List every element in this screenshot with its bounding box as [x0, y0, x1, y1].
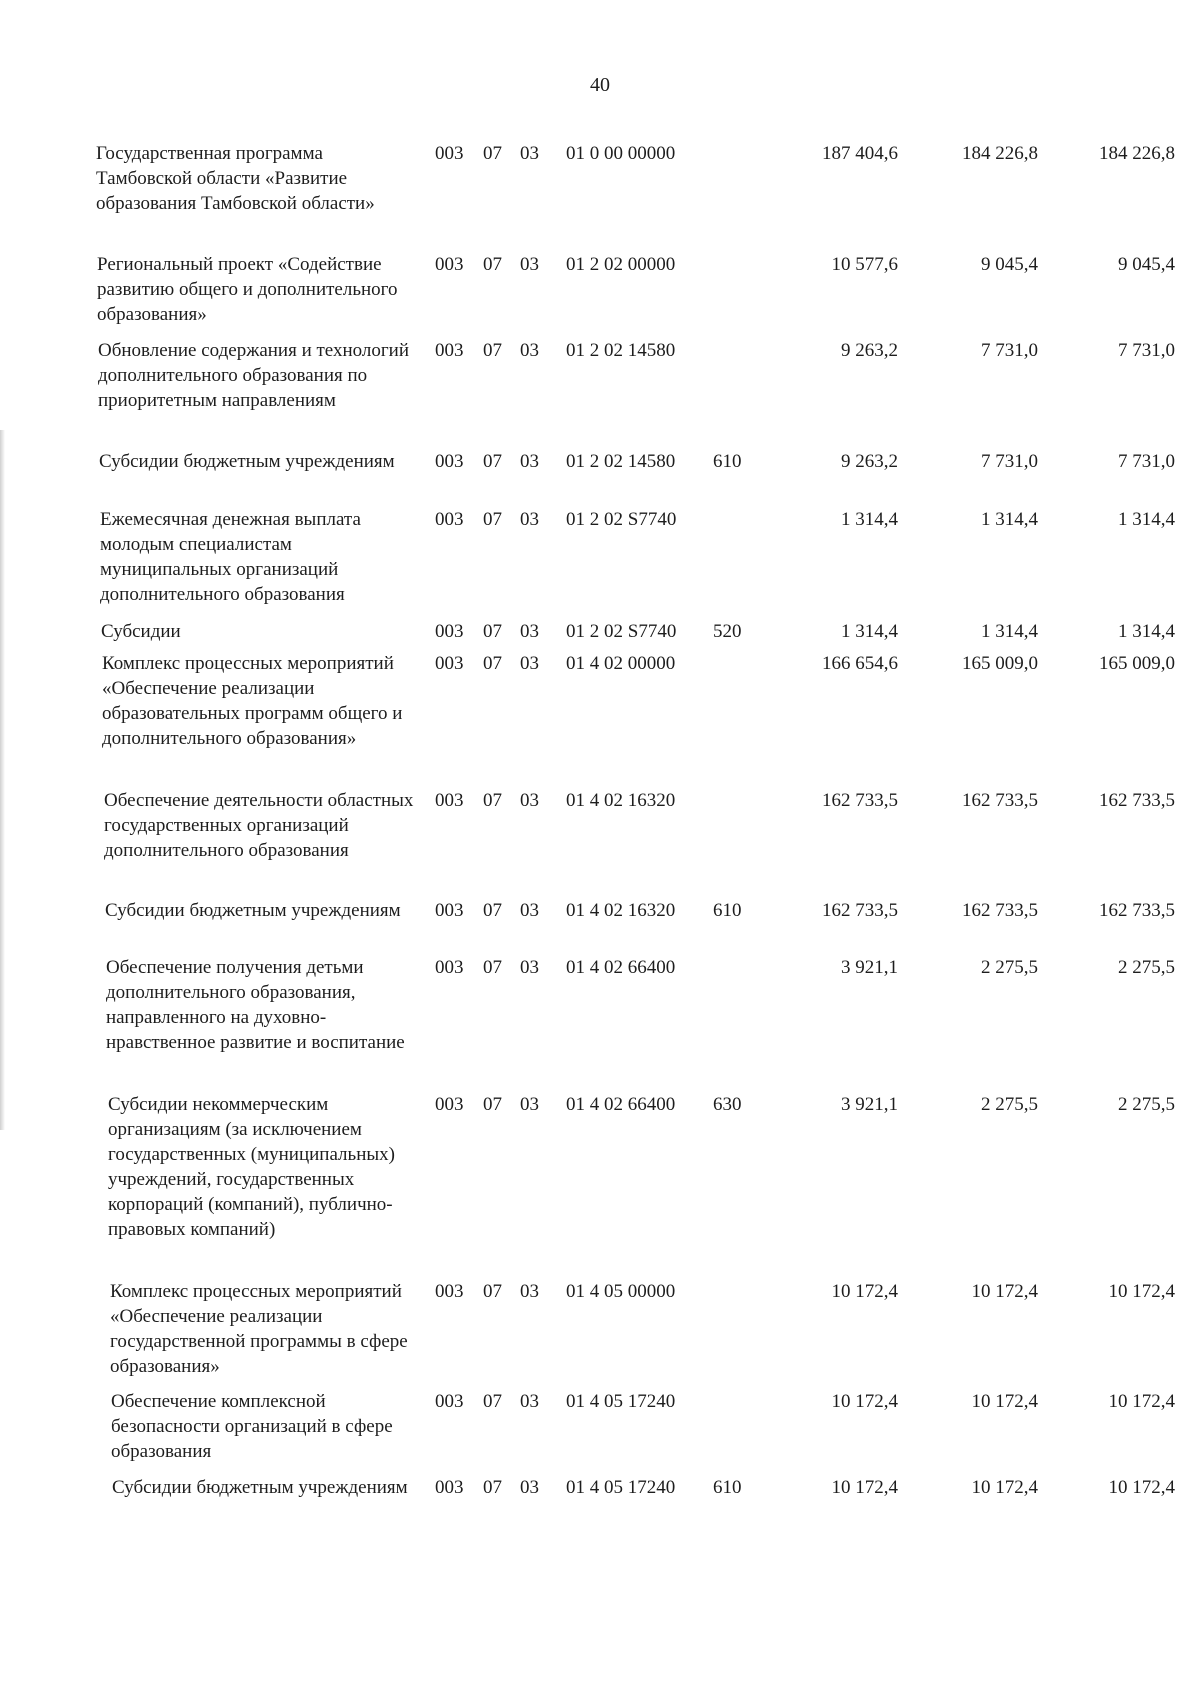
amount-2027: 2 275,5	[1118, 1094, 1175, 1115]
amount-2026: 2 275,5	[981, 1094, 1038, 1115]
amount-2026: 1 314,4	[981, 621, 1038, 642]
amount-2026: 7 731,0	[981, 451, 1038, 472]
amount-2027: 7 731,0	[1118, 451, 1175, 472]
row-name: Обеспечение деятельности областных государственных организаций дополнительного образования	[104, 790, 414, 861]
admin-code: 003	[435, 957, 464, 978]
section-code: 07	[483, 1281, 502, 1302]
subsection-code: 03	[520, 143, 539, 164]
amount-2027: 2 275,5	[1118, 957, 1175, 978]
subsection-code: 03	[520, 1094, 539, 1115]
expense-type-code: 610	[713, 451, 742, 472]
subsection-code: 03	[520, 900, 539, 921]
amount-2026: 9 045,4	[981, 254, 1038, 275]
row-name: Субсидии бюджетным учреждениям	[99, 451, 395, 472]
row-name: Обновление содержания и технологий дополнительного образования по приоритетным направлениям	[98, 340, 410, 411]
amount-2027: 9 045,4	[1118, 254, 1175, 275]
row-name: Обеспечение комплексной безопасности организаций в сфере образования	[111, 1391, 393, 1462]
target-article-code: 01 4 02 16320	[566, 790, 676, 811]
admin-code: 003	[435, 621, 464, 642]
amount-2026: 10 172,4	[971, 1477, 1038, 1498]
amount-2025: 10 172,4	[831, 1477, 898, 1498]
row-name: Комплекс процессных мероприятий «Обеспечение реализации образовательных программ общего и дополнительного образования»	[102, 653, 403, 749]
amount-2027: 162 733,5	[1099, 900, 1175, 921]
target-article-code: 01 2 02 00000	[566, 254, 676, 275]
row-name: Ежемесячная денежная выплата молодым специалистам муниципальных организаций дополнительного образования	[100, 509, 361, 605]
admin-code: 003	[435, 451, 464, 472]
section-code: 07	[483, 340, 502, 361]
amount-2027: 162 733,5	[1099, 790, 1175, 811]
subsection-code: 03	[520, 653, 539, 674]
expense-type-code: 520	[713, 621, 742, 642]
section-code: 07	[483, 900, 502, 921]
row-name: Государственная программа Тамбовской области «Развитие образования Тамбовской области»	[96, 143, 375, 214]
subsection-code: 03	[520, 451, 539, 472]
amount-2027: 7 731,0	[1118, 340, 1175, 361]
amount-2025: 1 314,4	[841, 509, 898, 530]
amount-2027: 1 314,4	[1118, 621, 1175, 642]
amount-2027: 10 172,4	[1108, 1477, 1175, 1498]
admin-code: 003	[435, 143, 464, 164]
amount-2027: 165 009,0	[1099, 653, 1175, 674]
subsection-code: 03	[520, 957, 539, 978]
section-code: 07	[483, 957, 502, 978]
amount-2026: 162 733,5	[962, 790, 1038, 811]
amount-2026: 10 172,4	[971, 1391, 1038, 1412]
amount-2027: 10 172,4	[1108, 1281, 1175, 1302]
section-code: 07	[483, 1391, 502, 1412]
row-name: Региональный проект «Содействие развитию общего и дополнительного образования»	[97, 254, 398, 325]
admin-code: 003	[435, 509, 464, 530]
amount-2025: 10 172,4	[831, 1391, 898, 1412]
admin-code: 003	[435, 254, 464, 275]
subsection-code: 03	[520, 1281, 539, 1302]
row-name: Субсидии	[101, 621, 181, 642]
admin-code: 003	[435, 790, 464, 811]
target-article-code: 01 4 02 66400	[566, 957, 676, 978]
admin-code: 003	[435, 1391, 464, 1412]
amount-2025: 162 733,5	[822, 790, 898, 811]
amount-2025: 187 404,6	[822, 143, 898, 164]
target-article-code: 01 4 02 00000	[566, 653, 676, 674]
target-article-code: 01 4 05 17240	[566, 1391, 676, 1412]
subsection-code: 03	[520, 254, 539, 275]
amount-2027: 1 314,4	[1118, 509, 1175, 530]
target-article-code: 01 2 02 S7740	[566, 509, 677, 530]
row-name: Обеспечение получения детьми дополнительного образования, направленного на духовно-нравственное развитие и воспитание	[106, 957, 405, 1053]
subsection-code: 03	[520, 1391, 539, 1412]
amount-2025: 166 654,6	[822, 653, 898, 674]
admin-code: 003	[435, 340, 464, 361]
admin-code: 003	[435, 1477, 464, 1498]
section-code: 07	[483, 143, 502, 164]
expense-type-code: 630	[713, 1094, 742, 1115]
amount-2025: 10 577,6	[831, 254, 898, 275]
amount-2026: 165 009,0	[962, 653, 1038, 674]
subsection-code: 03	[520, 509, 539, 530]
page-number: 40	[590, 74, 610, 96]
admin-code: 003	[435, 1281, 464, 1302]
section-code: 07	[483, 509, 502, 530]
amount-2025: 162 733,5	[822, 900, 898, 921]
row-name: Комплекс процессных мероприятий «Обеспечение реализации государственной программы в сфере образования»	[110, 1281, 408, 1377]
admin-code: 003	[435, 653, 464, 674]
section-code: 07	[483, 451, 502, 472]
subsection-code: 03	[520, 1477, 539, 1498]
admin-code: 003	[435, 1094, 464, 1115]
section-code: 07	[483, 621, 502, 642]
amount-2025: 1 314,4	[841, 621, 898, 642]
target-article-code: 01 2 02 14580	[566, 340, 676, 361]
amount-2025: 10 172,4	[831, 1281, 898, 1302]
subsection-code: 03	[520, 790, 539, 811]
scan-edge-shadow	[0, 430, 5, 1130]
target-article-code: 01 0 00 00000	[566, 143, 676, 164]
expense-type-code: 610	[713, 1477, 742, 1498]
target-article-code: 01 2 02 14580	[566, 451, 676, 472]
target-article-code: 01 4 02 66400	[566, 1094, 676, 1115]
amount-2025: 9 263,2	[841, 340, 898, 361]
amount-2026: 10 172,4	[971, 1281, 1038, 1302]
amount-2026: 162 733,5	[962, 900, 1038, 921]
target-article-code: 01 2 02 S7740	[566, 621, 677, 642]
target-article-code: 01 4 05 00000	[566, 1281, 676, 1302]
section-code: 07	[483, 1477, 502, 1498]
target-article-code: 01 4 05 17240	[566, 1477, 676, 1498]
amount-2026: 1 314,4	[981, 509, 1038, 530]
section-code: 07	[483, 254, 502, 275]
row-name: Субсидии бюджетным учреждениям	[105, 900, 401, 921]
target-article-code: 01 4 02 16320	[566, 900, 676, 921]
section-code: 07	[483, 653, 502, 674]
amount-2025: 3 921,1	[841, 1094, 898, 1115]
row-name: Субсидии некоммерческим организациям (за исключением государственных (муниципальных) учреждений, государственных корпораций (компаний), публично-правовых компаний)	[108, 1094, 395, 1240]
amount-2026: 7 731,0	[981, 340, 1038, 361]
amount-2026: 184 226,8	[962, 143, 1038, 164]
section-code: 07	[483, 1094, 502, 1115]
row-name: Субсидии бюджетным учреждениям	[112, 1477, 408, 1498]
amount-2027: 10 172,4	[1108, 1391, 1175, 1412]
admin-code: 003	[435, 900, 464, 921]
subsection-code: 03	[520, 340, 539, 361]
section-code: 07	[483, 790, 502, 811]
amount-2026: 2 275,5	[981, 957, 1038, 978]
expense-type-code: 610	[713, 900, 742, 921]
amount-2027: 184 226,8	[1099, 143, 1175, 164]
subsection-code: 03	[520, 621, 539, 642]
amount-2025: 3 921,1	[841, 957, 898, 978]
amount-2025: 9 263,2	[841, 451, 898, 472]
